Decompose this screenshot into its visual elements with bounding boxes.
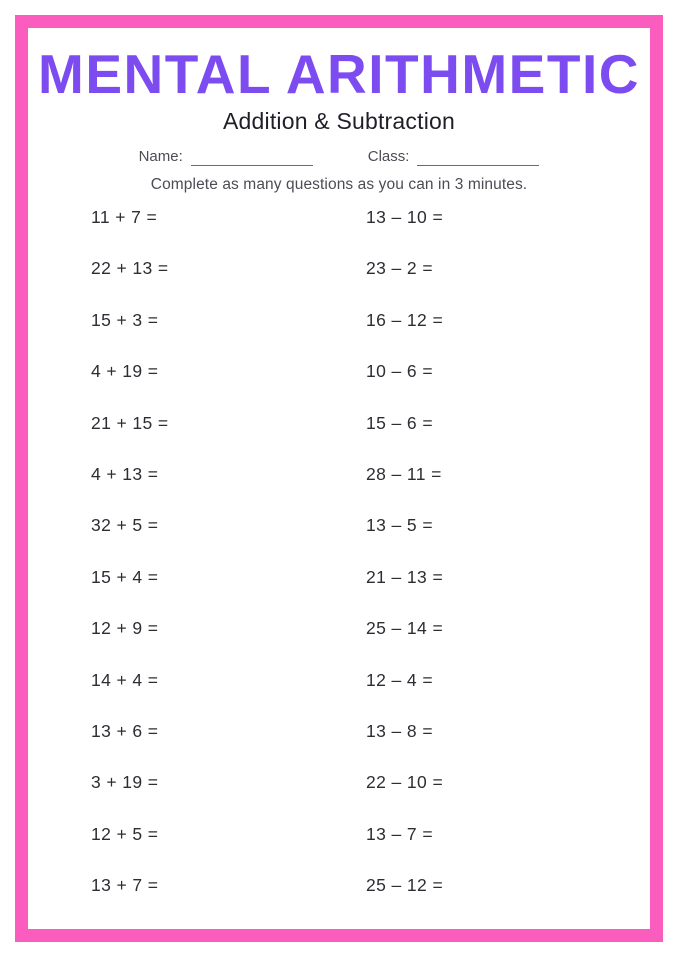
problem-row (28, 257, 650, 308)
problem-row (28, 720, 650, 771)
class-field-group (368, 148, 540, 166)
class-label: Class: (367, 148, 410, 165)
problem-row (28, 360, 650, 411)
page-title: MENTAL ARITHMETIC (38, 43, 640, 105)
addition-problem[interactable]: 13 + 7 = (91, 875, 159, 896)
problem-row (28, 514, 650, 565)
addition-problem[interactable]: 4 + 13 = (91, 463, 159, 484)
problem-row (28, 771, 650, 822)
problem-grid (28, 206, 650, 925)
problem-row (28, 823, 650, 874)
subtraction-problem[interactable]: 25 – 14 = (366, 618, 444, 639)
addition-problem[interactable]: 12 + 5 = (91, 823, 159, 844)
problem-row (28, 463, 650, 514)
problem-row (28, 206, 650, 257)
subtraction-problem[interactable]: 10 – 6 = (366, 361, 433, 382)
name-field-group (139, 148, 313, 166)
page-subtitle: Addition & Subtraction (223, 108, 455, 134)
problem-row (28, 566, 650, 617)
addition-problem[interactable]: 15 + 3 = (91, 309, 159, 330)
subtraction-problem[interactable]: 15 – 6 = (366, 412, 433, 433)
problem-row (28, 617, 650, 668)
instructions-text: Complete as many questions as you can in 3 minutes. (150, 176, 528, 193)
addition-problem[interactable]: 13 + 6 = (91, 720, 159, 741)
worksheet-content-area (28, 28, 650, 929)
addition-problem[interactable]: 22 + 13 = (91, 258, 169, 279)
addition-problem[interactable]: 21 + 15 = (91, 412, 169, 433)
addition-problem[interactable]: 14 + 4 = (91, 669, 159, 690)
problem-row (28, 669, 650, 720)
subtraction-problem[interactable]: 12 – 4 = (366, 669, 433, 690)
subtraction-problem[interactable]: 23 – 2 = (366, 258, 433, 279)
subtraction-problem[interactable]: 13 – 10 = (366, 207, 444, 227)
addition-problem[interactable]: 11 + 7 = (91, 207, 158, 227)
subtraction-problem[interactable]: 13 – 8 = (366, 720, 433, 741)
subtraction-problem[interactable]: 28 – 11 = (366, 463, 442, 484)
subtraction-problem[interactable]: 21 – 13 = (366, 566, 444, 587)
class-input[interactable] (417, 150, 539, 166)
addition-problem[interactable]: 3 + 19 = (91, 772, 159, 793)
addition-problem[interactable]: 12 + 9 = (91, 618, 159, 639)
addition-problem[interactable]: 15 + 4 = (91, 566, 159, 587)
addition-problem[interactable]: 4 + 19 = (91, 361, 159, 382)
subtraction-problem[interactable]: 13 – 5 = (366, 515, 433, 536)
addition-problem[interactable]: 32 + 5 = (91, 515, 159, 536)
subtraction-problem[interactable]: 13 – 7 = (366, 823, 433, 844)
student-info-row (28, 142, 650, 166)
problem-row (28, 412, 650, 463)
name-input[interactable] (191, 150, 313, 166)
name-label: Name: (138, 148, 183, 165)
subtraction-problem[interactable]: 16 – 12 = (366, 309, 444, 330)
problem-row (28, 874, 650, 925)
problem-row (28, 309, 650, 360)
subtraction-problem[interactable]: 22 – 10 = (366, 772, 444, 793)
subtraction-problem[interactable]: 25 – 12 = (366, 875, 444, 896)
